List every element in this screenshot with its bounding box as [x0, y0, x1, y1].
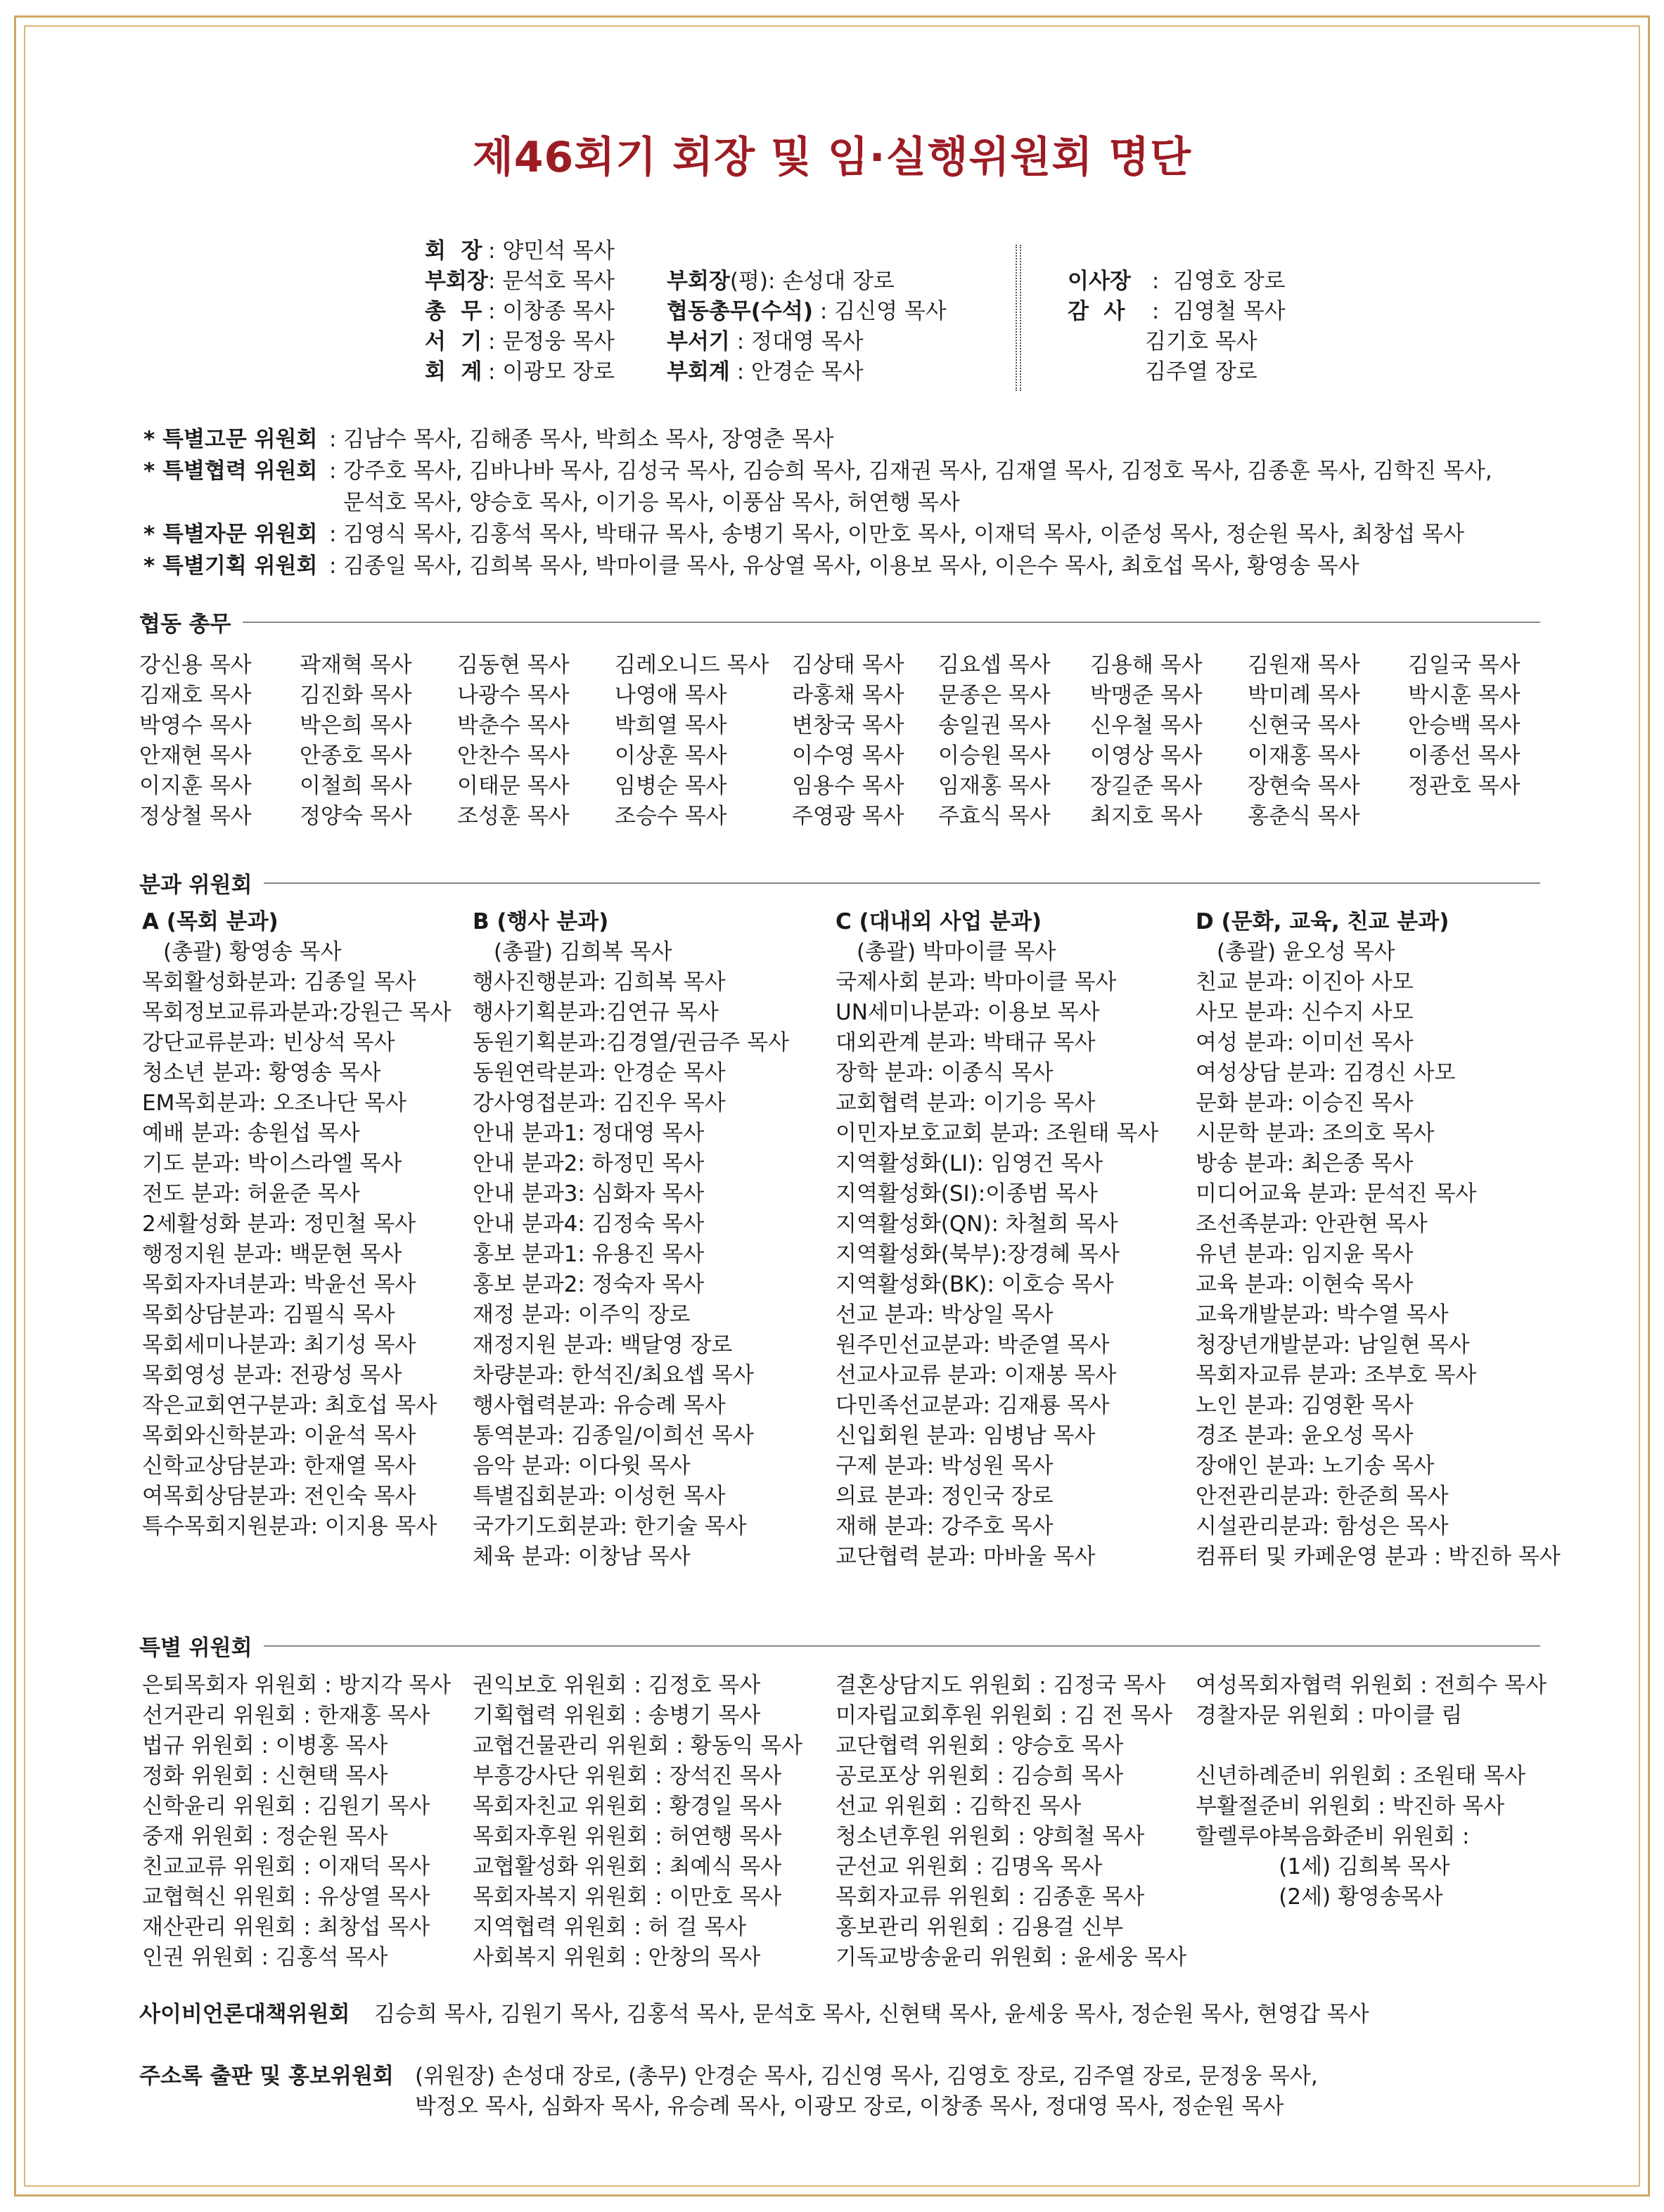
officer-separator: : — [488, 238, 503, 264]
division-item: 목회와신학분과: 이윤석 목사 — [142, 1423, 416, 1448]
division-item: 특수목회지원분과: 이지용 목사 — [142, 1514, 437, 1539]
cooperative-member: 김용해 목사 — [1090, 652, 1203, 678]
officer-name: 김주열 장로 — [1145, 359, 1257, 385]
special-item: 부흥강사단 위원회 : 장석진 목사 — [473, 1763, 782, 1789]
cooperative-member: 문종은 목사 — [938, 683, 1051, 708]
advisor-colon: : — [329, 458, 337, 484]
special-item: 군선교 위원회 : 김명옥 목사 — [836, 1854, 1103, 1879]
cooperative-member: 이철희 목사 — [300, 773, 412, 799]
officer-separator: : — [488, 329, 503, 354]
division-item: 조선족분과: 안관현 목사 — [1196, 1211, 1428, 1237]
division-item: 작은교회연구분과: 최호섭 목사 — [142, 1393, 437, 1418]
cooperative-member: 조성훈 목사 — [457, 804, 570, 829]
officers-col3 — [1068, 236, 1286, 387]
officer-name: 문석호 목사 — [502, 269, 615, 294]
officer-row — [667, 357, 947, 387]
cooperative-member: 주영광 목사 — [792, 804, 904, 829]
advisor-members: 김남수 목사, 김해종 목사, 박희소 목사, 장영춘 목사 — [343, 427, 834, 452]
officers-divider — [1016, 245, 1021, 391]
special-item — [1196, 1912, 1547, 1943]
officer-role: 서 기 — [425, 329, 482, 354]
special-item: 공로포상 위원회 : 김승희 목사 — [836, 1763, 1124, 1789]
cyber-committee-members: 김승희 목사, 김원기 목사, 김홍석 목사, 문석호 목사, 신현택 목사, 윤세웅 목사, 정순원 목사, 현영갑 목사 — [374, 2002, 1369, 2027]
special-item: 신년하례준비 위원회 : 조원태 목사 — [1196, 1763, 1526, 1789]
cooperative-member: 김진화 목사 — [300, 683, 412, 708]
cooperative-member: 임병순 목사 — [615, 773, 727, 799]
special-item: (1세) 김희복 목사 — [1196, 1854, 1450, 1879]
division-item: 지역활성화(북부):장경혜 목사 — [836, 1242, 1120, 1267]
section-rule — [264, 1645, 1540, 1647]
division-column — [142, 907, 452, 1542]
division-item: 목회정보교류과분과:강원근 목사 — [142, 1000, 452, 1025]
division-title: C (대내외 사업 분과) — [836, 909, 1042, 934]
division-item: 유년 분과: 임지윤 목사 — [1196, 1242, 1414, 1267]
division-item: EM목회분과: 오조나단 목사 — [142, 1091, 407, 1116]
division-item: 2세활성화 분과: 정민철 목사 — [142, 1211, 416, 1237]
special-item: 목회자복지 위원회 : 이만호 목사 — [473, 1884, 782, 1910]
officer-row — [667, 297, 947, 327]
cooperative-member: 안재현 목사 — [139, 743, 252, 769]
special-item: 기독교방송윤리 위원회 : 윤세웅 목사 — [836, 1945, 1187, 1970]
division-item: 안내 분과1: 정대영 목사 — [473, 1121, 705, 1146]
special-item: 목회자교류 위원회 : 김종훈 목사 — [836, 1884, 1145, 1910]
division-item: 교육 분과: 이현숙 목사 — [1196, 1272, 1414, 1297]
directory-line-2: 박정오 목사, 심화자 목사, 유승례 목사, 이광모 장로, 이창종 목사, 정대영 목사, 정순원 목사 — [415, 2094, 1284, 2119]
cooperative-member: 신현국 목사 — [1248, 713, 1360, 738]
advisor-committee-label: * 특별기획 위원회 — [143, 553, 318, 579]
division-item: 이민자보호교회 분과: 조원태 목사 — [836, 1121, 1159, 1146]
division-item: 안전관리분과: 한준희 목사 — [1196, 1484, 1449, 1509]
officer-role: 감 사 — [1068, 299, 1125, 324]
division-item: 동원연락분과: 안경순 목사 — [473, 1060, 726, 1086]
division-item: 원주민선교분과: 박준열 목사 — [836, 1332, 1110, 1358]
cooperative-member: 박희열 목사 — [615, 713, 727, 738]
division-item: 신학교상담분과: 한재열 목사 — [142, 1453, 416, 1479]
officer-row — [425, 266, 615, 297]
cooperative-member: 박은희 목사 — [300, 713, 412, 738]
division-item: 지역활성화(BK): 이호승 목사 — [836, 1272, 1114, 1297]
cooperative-member: 박영수 목사 — [139, 713, 252, 738]
advisor-colon: : — [329, 522, 337, 547]
officer-separator: : — [813, 299, 835, 324]
division-general: (총괄) 김희복 목사 — [494, 939, 672, 965]
cooperative-member: 조승수 목사 — [615, 804, 727, 829]
section-rule — [264, 882, 1540, 884]
special-heading — [139, 1630, 1540, 1661]
special-column — [1196, 1671, 1547, 1973]
division-item: 방송 분과: 최은종 목사 — [1196, 1151, 1414, 1176]
cooperative-member: 송일권 목사 — [938, 713, 1051, 738]
division-item: 통역분과: 김종일/이희선 목사 — [473, 1423, 754, 1448]
special-item: 사회복지 위원회 : 안창의 목사 — [473, 1945, 761, 1970]
division-item: 전도 분과: 허윤준 목사 — [142, 1181, 360, 1207]
cooperative-member: 장현숙 목사 — [1248, 773, 1360, 799]
division-item: 경조 분과: 윤오성 목사 — [1196, 1423, 1414, 1448]
cooperative-member: 임재홍 목사 — [938, 773, 1051, 799]
officer-role: 부서기 — [667, 329, 730, 354]
officer-separator: : — [1145, 299, 1174, 324]
division-item: 홍보 분과2: 정숙자 목사 — [473, 1272, 705, 1297]
officer-name: 안경순 목사 — [751, 359, 864, 385]
special-heading-label: 특별 위원회 — [139, 1635, 252, 1661]
officer-row — [1068, 236, 1286, 266]
cooperative-member: 이재홍 목사 — [1248, 743, 1360, 769]
cooperative-member: 이영상 목사 — [1090, 743, 1203, 769]
cooperative-member: 장길준 목사 — [1090, 773, 1203, 799]
division-item: 노인 분과: 김영환 목사 — [1196, 1393, 1414, 1418]
division-item: 의료 분과: 정인국 장로 — [836, 1484, 1054, 1509]
division-item: UN세미나분과: 이용보 목사 — [836, 1000, 1100, 1025]
officer-row — [425, 236, 615, 266]
division-item: 구제 분과: 박성원 목사 — [836, 1453, 1054, 1479]
cooperative-member: 김재호 목사 — [139, 683, 252, 708]
officer-row — [1068, 357, 1286, 387]
cooperative-member: 박시훈 목사 — [1408, 683, 1521, 708]
cooperative-member: 라홍채 목사 — [792, 683, 904, 708]
special-item: 권익보호 위원회 : 김정호 목사 — [473, 1673, 761, 1698]
cyber-committee-label: 사이비언론대책위원회 — [139, 2002, 350, 2027]
officer-role: 부회장 — [425, 269, 488, 294]
special-item: 인권 위원회 : 김홍석 목사 — [142, 1945, 388, 1970]
cooperative-row — [139, 650, 1535, 681]
special-item: 홍보관리 위원회 : 김용걸 신부 — [836, 1915, 1124, 1940]
page-title: 제46회기 회장 및 임·실행위원회 명단 — [472, 133, 1192, 182]
division-item: 청장년개발분과: 남일현 목사 — [1196, 1332, 1470, 1358]
division-item: 국가기도회분과: 한기술 목사 — [473, 1514, 747, 1539]
advisor-committee-label: * 특별협력 위원회 — [143, 458, 318, 484]
cooperative-row — [139, 741, 1535, 771]
directory-committee-label — [139, 2062, 394, 2092]
cooperative-member: 김레오니드 목사 — [615, 652, 769, 678]
cooperative-grid — [139, 650, 1535, 832]
officer-role: 협동총무(수석) — [667, 299, 814, 324]
division-item: 친교 분과: 이진아 사모 — [1196, 970, 1414, 995]
cooperative-member: 이종선 목사 — [1408, 743, 1521, 769]
special-item: 법규 위원회 : 이병홍 목사 — [142, 1733, 388, 1758]
cooperative-member: 임용수 목사 — [792, 773, 904, 799]
officer-row — [1068, 327, 1286, 357]
officer-separator: : — [1145, 269, 1174, 294]
division-item: 문화 분과: 이승진 목사 — [1196, 1091, 1414, 1116]
special-item: 교협건물관리 위원회 : 황동익 목사 — [473, 1733, 803, 1758]
advisor-colon: : — [329, 427, 337, 452]
division-item: 목회활성화분과: 김종일 목사 — [142, 970, 416, 995]
officer-row — [667, 266, 947, 297]
cooperative-member: 박미례 목사 — [1248, 683, 1360, 708]
special-item: (2세) 황영송목사 — [1196, 1884, 1443, 1910]
officer-name: 문정웅 목사 — [502, 329, 615, 354]
cooperative-member: 주효식 목사 — [938, 804, 1051, 829]
division-item: 선교 분과: 박상일 목사 — [836, 1302, 1054, 1327]
cooperative-member: 이지훈 목사 — [139, 773, 252, 799]
special-column — [142, 1671, 451, 1973]
division-item: 다민족선교분과: 김재룡 목사 — [836, 1393, 1110, 1418]
cooperative-member: 안찬수 목사 — [457, 743, 570, 769]
division-item: 컴퓨터 및 카페운영 분과 : 박진하 목사 — [1196, 1544, 1561, 1569]
officer-row — [667, 236, 947, 266]
special-item: 교단협력 위원회 : 양승호 목사 — [836, 1733, 1124, 1758]
divisions-heading-label: 분과 위원회 — [139, 873, 252, 898]
division-title: D (문화, 교육, 친교 분과) — [1196, 909, 1449, 934]
cyber-committee — [139, 2000, 350, 2030]
cooperative-heading-label: 협동 총무 — [139, 612, 231, 637]
special-item — [1196, 1943, 1547, 1973]
officer-row — [425, 357, 615, 387]
officer-name: 이창종 목사 — [502, 299, 615, 324]
cooperative-member: 최지호 목사 — [1090, 804, 1203, 829]
division-item: 장학 분과: 이종식 목사 — [836, 1060, 1054, 1086]
division-title: B (행사 분과) — [473, 909, 609, 934]
division-item: 재해 분과: 강주호 목사 — [836, 1514, 1054, 1539]
special-item: 중재 위원회 : 정순원 목사 — [142, 1824, 388, 1849]
special-item: 청소년후원 위원회 : 양희철 목사 — [836, 1824, 1145, 1849]
cooperative-member: 이태문 목사 — [457, 773, 570, 799]
officer-separator: : — [488, 359, 503, 385]
division-item: 교회협력 분과: 이기응 목사 — [836, 1091, 1096, 1116]
division-item: 미디어교육 분과: 문석진 목사 — [1196, 1181, 1477, 1207]
officer-name: 김기호 목사 — [1145, 329, 1257, 354]
special-item: 미자립교회후원 위원회 : 김 전 목사 — [836, 1703, 1172, 1728]
division-item: 목회영성 분과: 전광성 목사 — [142, 1363, 402, 1388]
division-title: A (목회 분과) — [142, 909, 279, 934]
division-item: 특별집회분과: 이성헌 목사 — [473, 1484, 726, 1509]
cooperative-member: 신우철 목사 — [1090, 713, 1203, 738]
special-item: 경찰자문 위원회 : 마이클 림 — [1196, 1703, 1463, 1728]
division-item: 시문학 분과: 조의호 목사 — [1196, 1121, 1435, 1146]
section-rule — [243, 622, 1540, 623]
advisor-members: 김영식 목사, 김홍석 목사, 박태규 목사, 송병기 목사, 이만호 목사, 이재덕 목사, 이준성 목사, 정순원 목사, 최창섭 목사 — [343, 522, 1464, 547]
cooperative-member: 김요셉 목사 — [938, 652, 1051, 678]
division-item: 목회자교류 분과: 조부호 목사 — [1196, 1363, 1477, 1388]
division-item: 행정지원 분과: 백문현 목사 — [142, 1242, 402, 1267]
cooperative-member: 정상철 목사 — [139, 804, 252, 829]
cooperative-member: 나영애 목사 — [615, 683, 727, 708]
division-general: (총괄) 황영송 목사 — [163, 939, 342, 965]
officer-separator: : — [767, 269, 783, 294]
division-item: 지역활성화(SI):이종범 목사 — [836, 1181, 1098, 1207]
special-item: 목회자후원 위원회 : 허연행 목사 — [473, 1824, 782, 1849]
officers-col1 — [425, 236, 615, 387]
division-item: 동원기획분과:김경열/권금주 목사 — [473, 1030, 789, 1055]
officers-col2 — [667, 236, 947, 387]
division-item: 예배 분과: 송원섭 목사 — [142, 1121, 360, 1146]
officer-name: 정대영 목사 — [751, 329, 864, 354]
division-item: 교단협력 분과: 마바울 목사 — [836, 1544, 1096, 1569]
special-item: 선교 위원회 : 김학진 목사 — [836, 1794, 1082, 1819]
cooperative-member: 김상태 목사 — [792, 652, 904, 678]
division-item: 기도 분과: 박이스라엘 목사 — [142, 1151, 402, 1176]
special-item: 여성목회자협력 위원회 : 전희수 목사 — [1196, 1673, 1547, 1698]
officer-role: 부회장 — [667, 269, 730, 294]
directory-label-text: 주소록 출판 및 홍보위원회 — [139, 2064, 394, 2089]
division-item: 재정 분과: 이주익 장로 — [473, 1302, 691, 1327]
directory-line-1: (위원장) 손성대 장로, (총무) 안경순 목사, 김신영 목사, 김영호 장로, 김주열 장로, 문정웅 목사, — [415, 2064, 1318, 2089]
division-item: 장애인 분과: 노기송 목사 — [1196, 1453, 1435, 1479]
divisions-heading — [139, 867, 1540, 899]
officer-row — [1068, 297, 1286, 327]
special-item: 교협혁신 위원회 : 유상열 목사 — [142, 1884, 430, 1910]
cooperative-member: 이승원 목사 — [938, 743, 1051, 769]
division-item: 음악 분과: 이다윗 목사 — [473, 1453, 691, 1479]
officer-name: 손성대 장로 — [782, 269, 895, 294]
division-item: 안내 분과4: 김정숙 목사 — [473, 1211, 705, 1237]
division-item: 대외관계 분과: 박태규 목사 — [836, 1030, 1096, 1055]
advisor-committee-label: * 특별자문 위원회 — [143, 522, 318, 547]
division-item: 국제사회 분과: 박마이클 목사 — [836, 970, 1117, 995]
cooperative-member: 박맹준 목사 — [1090, 683, 1203, 708]
division-item: 재정지원 분과: 백달영 장로 — [473, 1332, 733, 1358]
division-item: 청소년 분과: 황영송 목사 — [142, 1060, 381, 1086]
officer-row — [667, 327, 947, 357]
cooperative-member: 곽재혁 목사 — [300, 652, 412, 678]
division-item: 차량분과: 한석진/최요셉 목사 — [473, 1363, 754, 1388]
special-column — [473, 1671, 802, 1973]
division-item: 안내 분과3: 심화자 목사 — [473, 1181, 705, 1207]
officer-row — [425, 297, 615, 327]
division-item: 안내 분과2: 하정민 목사 — [473, 1151, 705, 1176]
officer-role: 회 장 — [425, 238, 482, 264]
special-item — [1196, 1731, 1547, 1761]
division-item: 여성 분과: 이미선 목사 — [1196, 1030, 1414, 1055]
special-item: 재산관리 위원회 : 최창섭 목사 — [142, 1915, 430, 1940]
officer-separator: : — [729, 329, 751, 354]
cooperative-member: 박춘수 목사 — [457, 713, 570, 738]
officer-name: 김영철 목사 — [1173, 299, 1286, 324]
officer-role: 이사장 — [1068, 269, 1131, 294]
cooperative-row — [139, 802, 1535, 832]
cooperative-member: 김일국 목사 — [1408, 652, 1521, 678]
advisor-members: 김종일 목사, 김희복 목사, 박마이클 목사, 유상열 목사, 이용보 목사, 이은수 목사, 최호섭 목사, 황영송 목사 — [343, 553, 1359, 579]
special-column — [836, 1671, 1186, 1973]
division-general: (총괄) 박마이클 목사 — [857, 939, 1056, 965]
special-item: 친교교류 위원회 : 이재덕 목사 — [142, 1854, 430, 1879]
division-item: 지역활성화(LI): 임영건 목사 — [836, 1151, 1103, 1176]
cooperative-row — [139, 711, 1535, 741]
cooperative-row — [139, 771, 1535, 802]
division-item: 목회상담분과: 김필식 목사 — [142, 1302, 395, 1327]
officer-separator: : — [488, 299, 503, 324]
advisor-colon: : — [329, 553, 337, 579]
special-item: 할렐루야복음화준비 위원회 : — [1196, 1824, 1470, 1849]
division-item: 신입회원 분과: 임병남 목사 — [836, 1423, 1096, 1448]
cooperative-member: 변창국 목사 — [792, 713, 904, 738]
division-item: 강단교류분과: 빈상석 목사 — [142, 1030, 395, 1055]
cooperative-member: 강신용 목사 — [139, 652, 252, 678]
cooperative-member — [1408, 802, 1535, 832]
special-item: 결혼상담지도 위원회 : 김정국 목사 — [836, 1673, 1166, 1698]
division-item: 행사기획분과:김연규 목사 — [473, 1000, 719, 1025]
special-item: 정화 위원회 : 신현택 목사 — [142, 1763, 388, 1789]
cooperative-member: 정관호 목사 — [1408, 773, 1521, 799]
officer-name: 이광모 장로 — [502, 359, 615, 385]
cooperative-member: 안승백 목사 — [1408, 713, 1521, 738]
division-item: 행사진행분과: 김희복 목사 — [473, 970, 726, 995]
special-item: 교협활성화 위원회 : 최예식 목사 — [473, 1854, 782, 1879]
officer-separator: : — [729, 359, 751, 385]
special-item: 기획협력 위원회 : 송병기 목사 — [473, 1703, 761, 1728]
division-item: 행사협력분과: 유승례 목사 — [473, 1393, 726, 1418]
division-general: (총괄) 윤오성 목사 — [1217, 939, 1395, 965]
cooperative-row — [139, 681, 1535, 711]
division-column — [1196, 907, 1561, 1572]
officer-role: 부회계 — [667, 359, 730, 385]
division-column — [836, 907, 1158, 1572]
officer-row — [425, 327, 615, 357]
officer-name: 김영호 장로 — [1173, 269, 1286, 294]
officer-separator: : — [488, 269, 503, 294]
division-item: 교육개발분과: 박수열 목사 — [1196, 1302, 1449, 1327]
cooperative-member: 김동현 목사 — [457, 652, 570, 678]
cooperative-member: 안종호 목사 — [300, 743, 412, 769]
cooperative-member: 이수영 목사 — [792, 743, 904, 769]
officer-row — [1068, 266, 1286, 297]
special-item: 신학윤리 위원회 : 김원기 목사 — [142, 1794, 430, 1819]
cooperative-member: 정양숙 목사 — [300, 804, 412, 829]
officer-role-note: (평) — [729, 269, 768, 294]
division-item: 목회세미나분과: 최기성 목사 — [142, 1332, 416, 1358]
cooperative-member: 김원재 목사 — [1248, 652, 1360, 678]
cooperative-member: 나광수 목사 — [457, 683, 570, 708]
division-item: 사모 분과: 신수지 사모 — [1196, 1000, 1414, 1025]
officer-role: 회 계 — [425, 359, 482, 385]
division-item: 선교사교류 분과: 이재봉 목사 — [836, 1363, 1117, 1388]
cooperative-heading — [139, 606, 1540, 638]
special-item: 부활절준비 위원회 : 박진하 목사 — [1196, 1794, 1505, 1819]
advisor-committee-label: * 특별고문 위원회 — [143, 427, 318, 452]
special-item: 지역협력 위원회 : 허 걸 목사 — [473, 1915, 747, 1940]
division-item: 목회자자녀분과: 박윤선 목사 — [142, 1272, 416, 1297]
division-column — [473, 907, 789, 1572]
division-item: 홍보 분과1: 유용진 목사 — [473, 1242, 705, 1267]
cooperative-member: 이상훈 목사 — [615, 743, 727, 769]
division-item: 여목회상담분과: 전인숙 목사 — [142, 1484, 416, 1509]
division-item: 시설관리분과: 함성은 목사 — [1196, 1514, 1449, 1539]
special-item: 목회자친교 위원회 : 황경일 목사 — [473, 1794, 782, 1819]
cooperative-member: 홍춘식 목사 — [1248, 804, 1360, 829]
division-item: 여성상담 분과: 김경신 사모 — [1196, 1060, 1456, 1086]
special-item: 은퇴목회자 위원회 : 방지각 목사 — [142, 1673, 452, 1698]
special-item: 선거관리 위원회 : 한재홍 목사 — [142, 1703, 430, 1728]
advisor-members: 문석호 목사, 양승호 목사, 이기응 목사, 이풍삼 목사, 허연행 목사 — [343, 490, 960, 515]
division-item: 체육 분과: 이창남 목사 — [473, 1544, 691, 1569]
advisor-members: 강주호 목사, 김바나바 목사, 김성국 목사, 김승희 목사, 김재권 목사, 김재열 목사, 김정호 목사, 김종훈 목사, 김학진 목사, — [343, 458, 1492, 484]
officer-role: 총 무 — [425, 299, 482, 324]
officer-name: 양민석 목사 — [502, 238, 615, 264]
division-item: 지역활성화(QN): 차철희 목사 — [836, 1211, 1118, 1237]
officer-name: 김신영 목사 — [834, 299, 947, 324]
division-item: 강사영접분과: 김진우 목사 — [473, 1091, 726, 1116]
